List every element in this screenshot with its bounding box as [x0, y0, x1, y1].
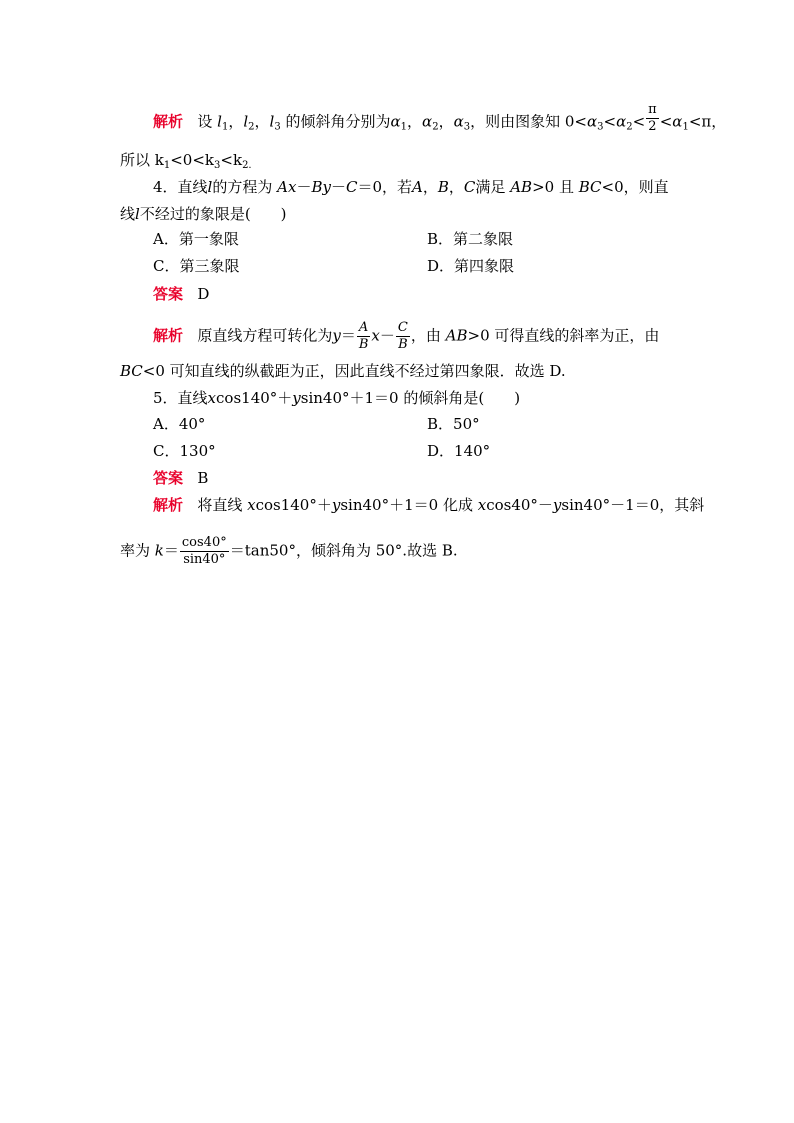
var: C [463, 178, 476, 196]
answer-label: 答案 [153, 469, 184, 487]
sub: 2 [432, 121, 439, 133]
sub: 2. [242, 160, 252, 171]
var: BC [578, 178, 602, 196]
text: 设 [197, 112, 213, 131]
fraction-denominator: B [358, 337, 369, 352]
sub: 3 [463, 121, 471, 133]
answer-value: B [197, 469, 209, 487]
question-4-line-2 [120, 204, 287, 224]
analysis-q5-line-1 [153, 495, 704, 515]
fraction-denominator: sin40° [183, 552, 226, 567]
analysis-q4-line-1 [153, 320, 659, 353]
text: cos40°－ [486, 496, 553, 514]
fraction-numerator: cos40° [181, 535, 227, 550]
var: C [345, 178, 358, 196]
var-l3: l [269, 112, 275, 131]
fraction-pi-over-2 [646, 102, 659, 135]
text: >0 且 [532, 178, 574, 196]
option-a: A．第一象限 [153, 230, 239, 248]
question-4-line-1 [153, 177, 669, 197]
var: x [207, 389, 217, 407]
text: <0 可知直线的纵截距为正，因此直线不经过第四象限．故选 D. [142, 362, 566, 380]
var: A [412, 178, 423, 196]
answer-label: 答案 [153, 285, 184, 303]
analysis-q4-line-2 [120, 361, 566, 381]
text: sin40°－1＝0，其斜 [561, 496, 705, 514]
text: ， [422, 178, 438, 196]
text: ＝0，若 [357, 178, 413, 196]
text: >0 可得直线的斜率为正，由 [467, 326, 660, 345]
var: y [332, 326, 341, 345]
text: ＝ [163, 541, 179, 560]
var: B [437, 178, 449, 196]
fraction-numerator: C [397, 320, 408, 335]
var: y [552, 496, 562, 514]
var-l2: l [243, 112, 249, 131]
analysis-q5-line-2 [120, 535, 458, 568]
var: AB [510, 178, 533, 196]
text: <k [220, 151, 243, 169]
text: cos140°＋ [255, 496, 332, 514]
text: 4．直线 [153, 178, 208, 196]
text: sin40°＋1＝0 的倾斜角是( ) [300, 389, 521, 407]
analysis-label: 解析 [153, 496, 184, 514]
text: ＝tan50°，倾斜角为 50°.故选 B. [229, 541, 458, 560]
fraction-numerator: π [648, 102, 657, 117]
text: － [296, 178, 312, 196]
sub: 3 [214, 160, 221, 171]
var: k [154, 541, 164, 560]
var: y [331, 496, 341, 514]
text: < [603, 112, 617, 131]
var-a2: α [422, 112, 433, 131]
text: < [632, 112, 646, 131]
var: x [247, 496, 256, 514]
option-c: C．130° [153, 442, 216, 460]
text: 所以 k [120, 151, 164, 169]
text: 满足 [475, 178, 506, 196]
var-l: l [135, 205, 140, 223]
option-a: A．40° [153, 415, 206, 433]
text: 率为 [120, 541, 151, 560]
text: <0<k [170, 151, 215, 169]
text: ， [448, 178, 464, 196]
var-a3: α [453, 112, 464, 131]
var-l: l [207, 178, 213, 196]
sub: 1 [400, 121, 408, 133]
answer-line [153, 284, 209, 304]
sub: 1 [163, 160, 171, 171]
var: α [616, 112, 627, 131]
text: sin40°＋1＝0 化成 [340, 496, 473, 514]
question-5-line-1 [153, 388, 520, 408]
var: y [292, 389, 301, 407]
analysis-label: 解析 [153, 112, 184, 131]
var: By [311, 178, 331, 196]
text: 不经过的象限是( ) [139, 205, 287, 223]
text: 原直线方程可转化为 [197, 326, 333, 345]
var: α [672, 112, 683, 131]
sub: 2 [248, 121, 255, 133]
option-b: B．第二象限 [427, 230, 514, 248]
text: 的倾斜角分别为 [285, 112, 391, 131]
text: <0，则直 [601, 178, 669, 196]
var-l1: l [217, 112, 222, 131]
option-b: B．50° [427, 415, 480, 433]
sub: 2 [626, 121, 633, 133]
text: < [659, 112, 673, 131]
option-d: D．第四象限 [427, 257, 515, 275]
analysis-line-1: 解析 设 $l_1$，$l_2$，$l_3$ 的倾斜角分别为$\alpha_1$，$\alpha_2$，$\alpha_3$，则由图象知 $0<\alpha_3<\alpha_2<$ $\frac{\pi}{2}$ $<\alpha_1<\pi$， [153, 102, 727, 134]
var: x [477, 496, 487, 514]
text: － [330, 178, 346, 196]
fraction-numerator: A [357, 320, 371, 337]
var: BC [120, 362, 143, 380]
text: 5．直线 [153, 389, 208, 407]
fraction-cos-over-sin [180, 535, 229, 568]
text: ＝ [340, 326, 356, 345]
var: Ax [277, 178, 297, 196]
option-c: C．第三象限 [153, 257, 240, 275]
fraction-denominator: 2 [648, 119, 657, 134]
sub: 1 [221, 121, 229, 133]
text: 将直线 [197, 496, 243, 514]
text: ，由 [410, 326, 441, 345]
fraction-c-over-b [396, 320, 410, 353]
option-d: D．140° [427, 442, 491, 460]
text: － [379, 326, 395, 345]
analysis-line-2 [120, 150, 252, 170]
sub: 1 [682, 121, 689, 133]
text: 的方程为 [212, 178, 273, 196]
var: α [586, 112, 598, 131]
var: x [371, 326, 380, 345]
answer-value: D [197, 285, 210, 303]
fraction-denominator: B [398, 337, 408, 352]
text: <π， [688, 112, 727, 131]
text: 线 [120, 205, 136, 223]
text: cos140°＋ [216, 389, 293, 407]
fraction-a-over-b [357, 320, 371, 353]
var: AB [445, 326, 468, 345]
answer-line [153, 468, 208, 488]
sub: 3 [274, 121, 281, 133]
text: ，则由图象知 0< [470, 112, 587, 131]
sub: 3 [597, 121, 604, 133]
analysis-label: 解析 [153, 326, 184, 345]
var-a1: α [390, 112, 401, 131]
